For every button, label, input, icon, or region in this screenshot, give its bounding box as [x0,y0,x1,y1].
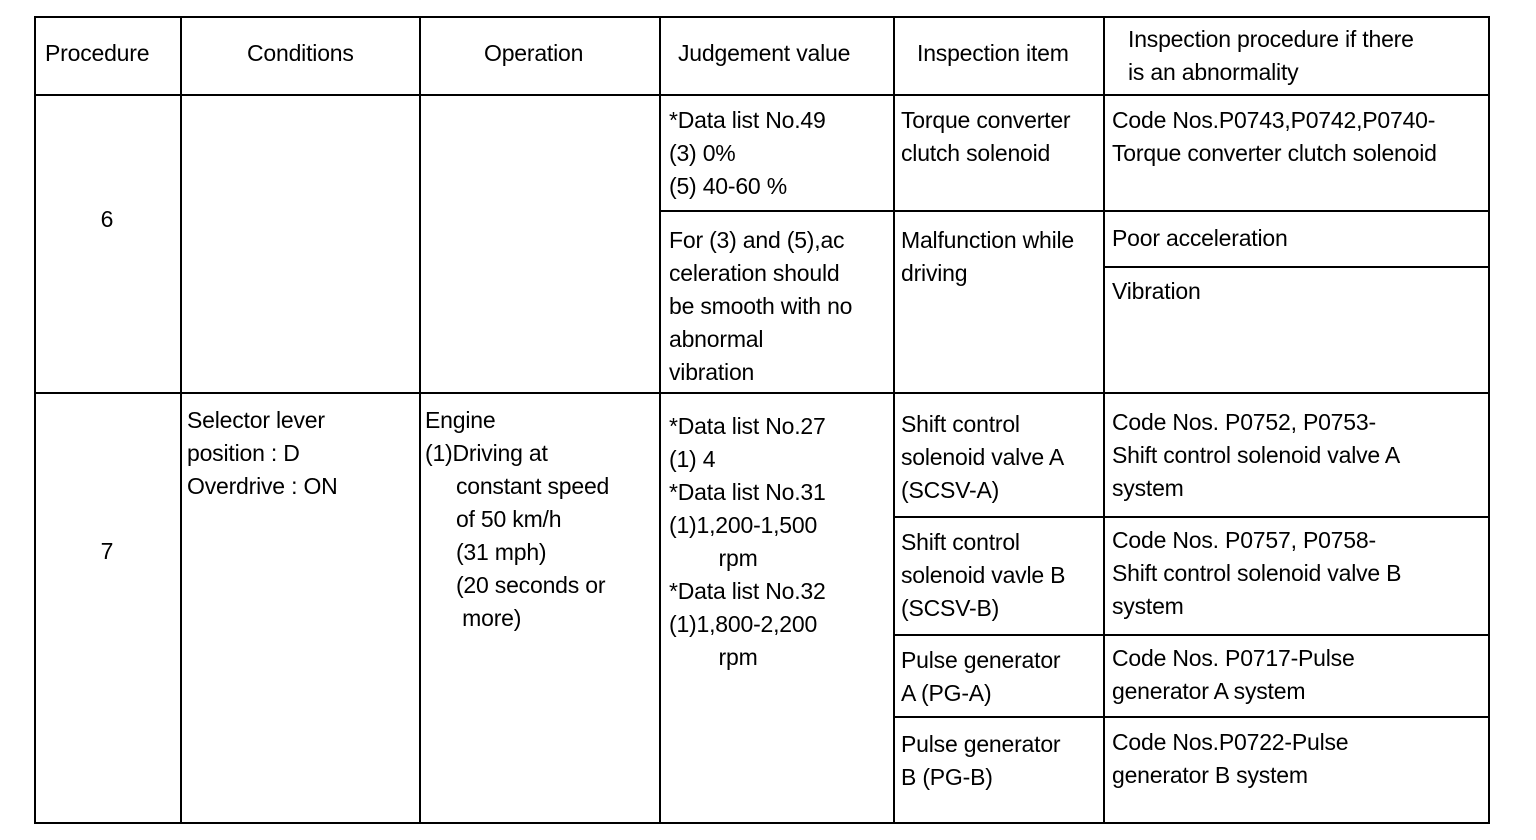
procedure-7-conditions: Selector lever position : D Overdrive : ON [187,407,338,499]
table-border-bottom [34,822,1490,824]
table-border-left [34,16,36,824]
procedure-7-judgement: *Data list No.27 (1) 4 *Data list No.31 (1)1,200-1,500 rpm *Data list No.32 (1)1,800-2,200 rpm [669,413,826,670]
procedure-6-judgement-acceleration: For (3) and (5),ac celeration should be smooth with no abnormal vibration [669,227,853,385]
header-inspection-procedure: Inspection procedure if there is an abnormality [1128,26,1414,85]
procedure-6-judgement-data: *Data list No.49 (3) 0% (5) 40-60 % [669,107,826,199]
procedure-7-proc-pg-a: Code Nos. P0717-Pulse generator A system [1112,645,1355,704]
col-divider-judgement [893,16,895,824]
col-divider-item [1103,16,1105,824]
row-divider-6-7 [34,392,1490,394]
procedure-6-proc-poor-acceleration: Poor acceleration [1112,225,1288,251]
procedure-7-item-pg-b: Pulse generator B (PG-B) [901,731,1061,790]
procedure-7-operation: Engine (1)Driving at constant speed of 50 km/h (31 mph) (20 seconds or more) [425,407,610,631]
procedure-6-number: 6 [100,206,114,232]
procedure-6-proc-vibration: Vibration [1112,278,1201,304]
table-border-top [34,16,1490,18]
procedure-7-proc-pg-b: Code Nos.P0722-Pulse generator B system [1112,729,1349,788]
row-divider-7-c [894,716,1490,718]
procedure-7-item-scsv-a: Shift control solenoid valve A (SCSV-A) [901,411,1065,503]
procedure-7-number: 7 [100,538,114,564]
col-divider-operation [659,16,661,824]
procedure-7-proc-scsv-b: Code Nos. P0757, P0758- Shift control solenoid valve B system [1112,527,1402,619]
header-procedure: Procedure [45,40,150,66]
header-divider [34,94,1490,96]
procedure-7-item-pg-a: Pulse generator A (PG-A) [901,647,1061,706]
header-judgement-value: Judgement value [678,40,851,66]
procedure-6-item-malfunction: Malfunction while driving [901,227,1075,286]
row-divider-6-procedure [1104,266,1490,268]
header-operation: Operation [484,40,584,66]
header-conditions: Conditions [247,40,354,66]
procedure-6-proc-torque-converter: Code Nos.P0743,P0742,P0740- Torque converter clutch solenoid [1112,107,1437,166]
procedure-7-proc-scsv-a: Code Nos. P0752, P0753- Shift control solenoid valve A system [1112,409,1401,501]
col-divider-conditions [419,16,421,824]
table-border-right [1488,16,1490,824]
row-divider-6-judgement [660,210,1490,212]
row-divider-7-a [894,516,1490,518]
header-inspection-item: Inspection item [917,40,1069,66]
procedure-6-item-torque-converter: Torque converter clutch solenoid [901,107,1071,166]
col-divider-procedure [180,16,182,824]
procedure-7-item-scsv-b: Shift control solenoid vavle B (SCSV-B) [901,529,1066,621]
row-divider-7-b [894,634,1490,636]
